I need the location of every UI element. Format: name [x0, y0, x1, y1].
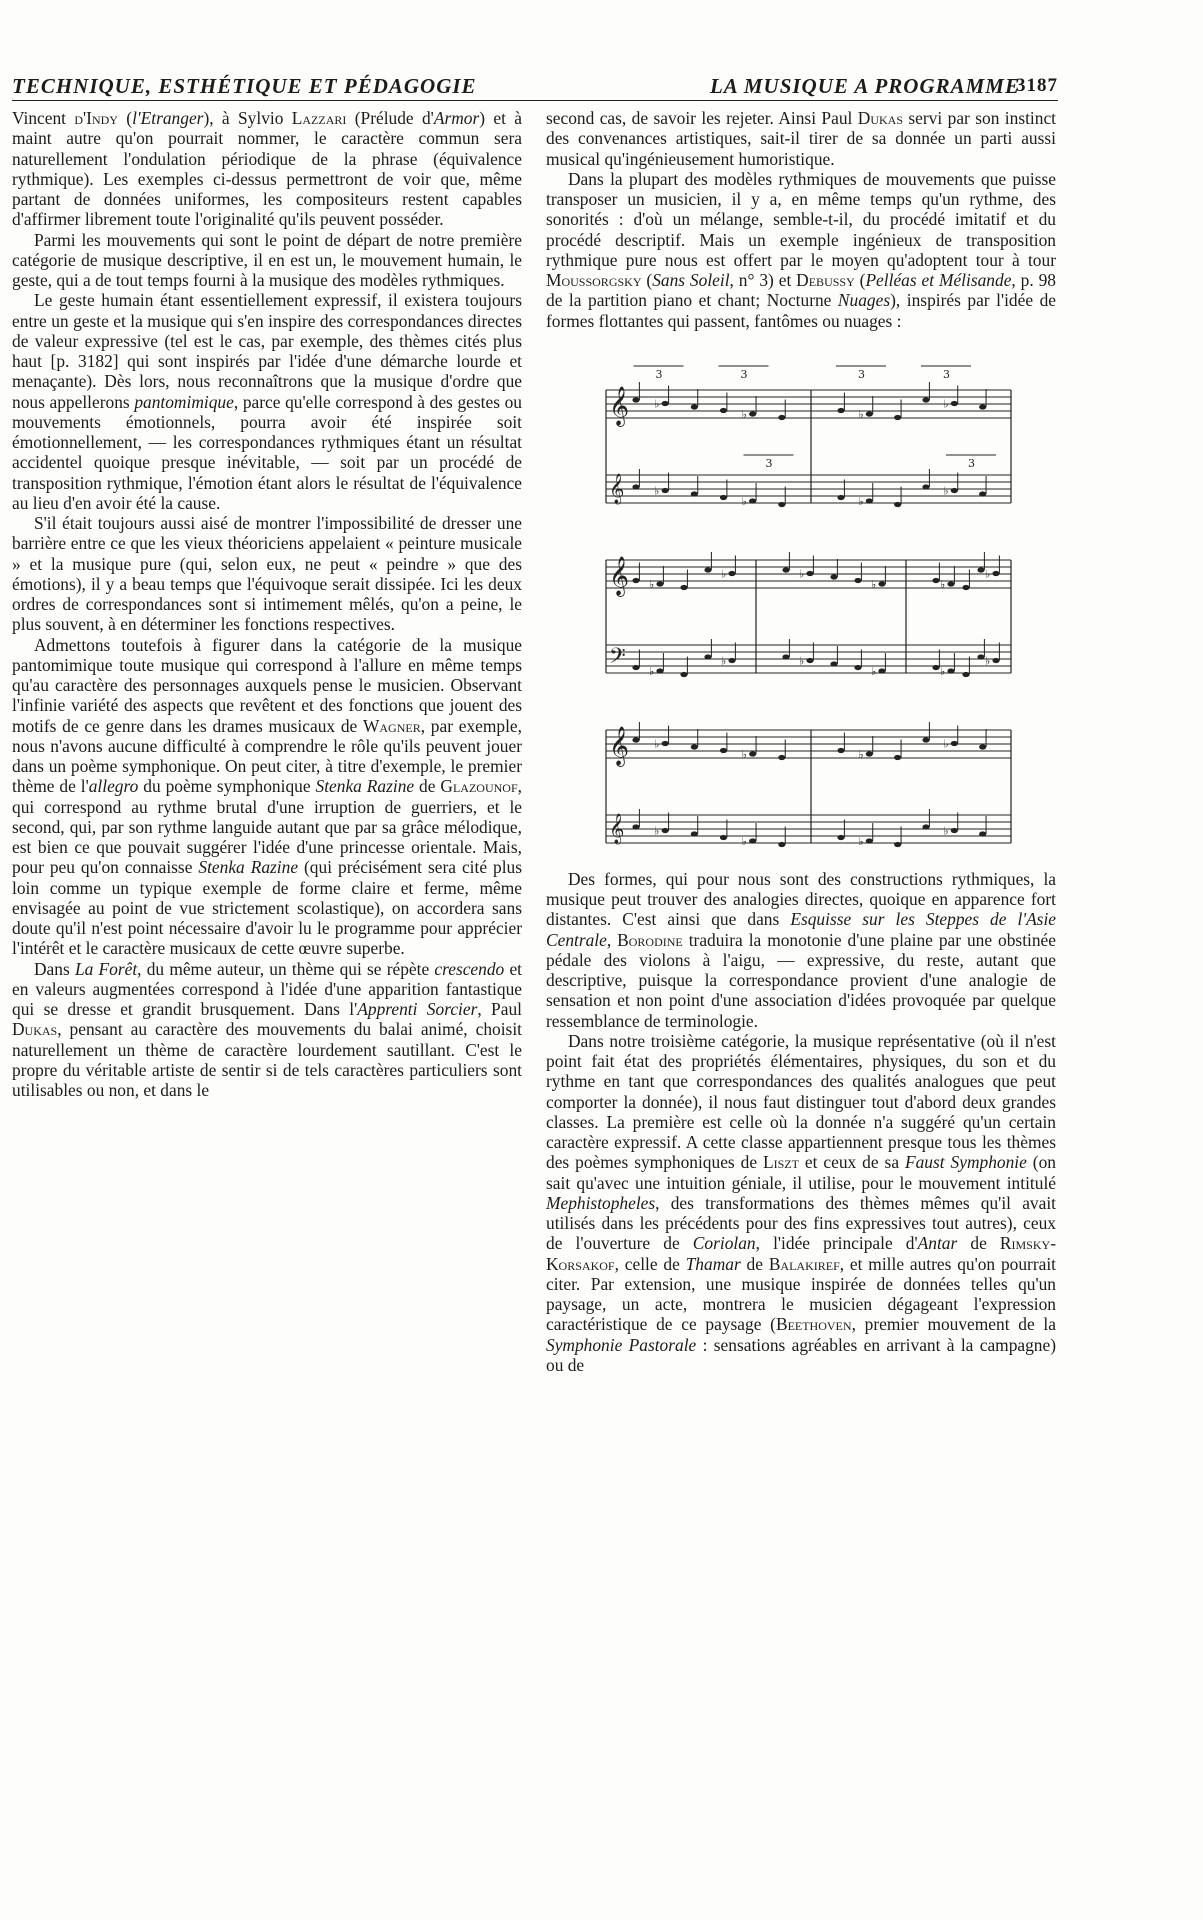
note-head	[947, 581, 954, 586]
accidental: ♭	[654, 397, 660, 411]
note-head	[662, 401, 669, 406]
note-head	[977, 654, 984, 659]
note-head	[894, 502, 901, 507]
note-head	[778, 755, 785, 760]
note-head	[662, 488, 669, 493]
note-head	[632, 578, 639, 583]
italic-term: pantomimique	[134, 391, 234, 412]
work-title: La Forêt	[74, 958, 138, 979]
note-head	[992, 658, 999, 663]
work-title: Coriolan	[692, 1233, 756, 1254]
clef: 𝄞	[609, 473, 625, 504]
note-head	[922, 397, 929, 402]
page-number: 3187	[1016, 75, 1058, 96]
note-head	[979, 491, 986, 496]
note-head	[932, 578, 939, 583]
accidental: ♭	[985, 567, 991, 581]
accidental: ♭	[858, 834, 864, 848]
accidental: ♭	[654, 484, 660, 498]
note-head	[878, 581, 885, 586]
composer-name: Liszt	[763, 1152, 799, 1173]
work-title: Pelléas et Mélisande	[865, 270, 1012, 290]
composer-name: Beethoven	[775, 1314, 852, 1335]
note-head	[866, 751, 873, 756]
note-head	[854, 578, 861, 583]
note-head	[806, 658, 813, 663]
accidental: ♭	[943, 484, 949, 498]
note-head	[806, 571, 813, 576]
paragraph: Vincent d'Indy (l'Etranger), à Sylvio Lazzari (Prélude d'Armor) et à maint autre qu'on pourrait nommer, le caractère commun sera naturellement l'ondulation périodique de la phrase (équivalence rythmique). Les exemples ci-dessus permettront de voir que, même partant de données uniformes, les compositeurs restent capables d'affirmer librement toute l'originalité qu'ils peuvent posséder.	[12, 108, 522, 230]
note-head	[680, 672, 687, 677]
note-head	[720, 748, 727, 753]
note-head	[691, 491, 698, 496]
note-head	[680, 585, 687, 590]
tuplet-number: 3	[968, 456, 975, 470]
work-title: Symphonie Pastorale	[546, 1334, 697, 1355]
note-head	[951, 488, 958, 493]
accidental: ♭	[871, 577, 877, 591]
note-head	[979, 404, 986, 409]
work-title: Esquisse sur les Steppes de l'Asie Centrale	[546, 909, 1057, 950]
accidental: ♭	[721, 567, 727, 581]
work-title: Nuages	[837, 290, 891, 311]
accidental: ♭	[654, 824, 660, 838]
italic-term: crescendo	[434, 958, 505, 979]
note-head	[749, 498, 756, 503]
paragraph: Le geste humain étant essentiellement expressif, il existera toujours entre un geste et la musique qui s'en inspire des correspondances directes de valeur expressive (tel est le cas, par exemple, des thèmes cités plus haut [p. 3182] qui sont inspirés par l'idée d'une démarche lourde et menaçante). Dès lors, nous reconnaîtrons que la musique d'ordre que nous appellerons pantomimique, parce qu'elle correspond à des gestes ou mouvements émotionnels, pourra avoir été inspirée soit émotionnellement, — les correspondances rythmiques étant un résultat accidentel quoique presque inévitable, — soit par un procédé de transposition rythmique, l'émotion étant alors le résultat de l'équivalence au lieu d'en avoir été la cause.	[12, 290, 522, 513]
treble-clef: 𝄞	[609, 725, 630, 766]
work-title: Thamar	[685, 1253, 741, 1274]
note-head	[632, 484, 639, 489]
paragraph: S'il était toujours aussi aisé de montrer l'impossibilité de dresser une barrière entre ce que les vieux théoriciens appelaient « peinture musicale » et la musique pure (qui, selon eux, ne peut « peindre » que des émotions), il y a beau temps que l'équivoque serait dissipée. Ici les deux ordres de correspondances sont si intimement mêlés, qu'on a peine, le plus souvent, à en déterminer les fonctions respectives.	[12, 513, 522, 635]
accidental: ♭	[943, 397, 949, 411]
note-head	[922, 737, 929, 742]
treble-clef: 𝄞	[609, 555, 630, 596]
note-head	[662, 828, 669, 833]
note-head	[866, 411, 873, 416]
clef: 𝄞	[609, 813, 625, 844]
note-head	[728, 658, 735, 663]
note-head	[837, 495, 844, 500]
composer-name: Rimsky-Korsakof	[546, 1233, 1056, 1274]
note-head	[951, 741, 958, 746]
note-head	[830, 574, 837, 579]
note-head	[979, 744, 986, 749]
accidental: ♭	[871, 664, 877, 678]
work-title: Stenka Razine	[315, 776, 415, 797]
music-example	[546, 345, 1056, 855]
work-title: Stenka Razine	[198, 857, 299, 878]
accidental: ♭	[741, 407, 747, 421]
header-article-title: LA MUSIQUE A PROGRAMME	[709, 74, 1020, 98]
right-column	[546, 108, 1056, 1375]
accidental: ♭	[741, 834, 747, 848]
note-head	[962, 585, 969, 590]
work-title: Apprenti Sorcier	[357, 999, 478, 1019]
note-head	[662, 741, 669, 746]
note-head	[878, 668, 885, 673]
note-head	[894, 415, 901, 420]
note-head	[837, 835, 844, 840]
note-head	[837, 748, 844, 753]
accidental: ♭	[943, 737, 949, 751]
tuplet-number: 3	[858, 367, 865, 381]
note-head	[951, 401, 958, 406]
accidental: ♭	[799, 567, 805, 581]
italic-term: allegro	[88, 776, 139, 797]
note-head	[778, 415, 785, 420]
composer-name: d'Indy	[74, 108, 118, 128]
accidental: ♭	[858, 494, 864, 508]
work-title: Faust Symphonie	[904, 1152, 1027, 1173]
composer-name: Wagner	[362, 715, 421, 736]
accidental: ♭	[985, 654, 991, 668]
note-head	[922, 484, 929, 489]
note-head	[962, 672, 969, 677]
accidental: ♭	[940, 664, 946, 678]
music-notation-figure	[546, 345, 1056, 855]
note-head	[632, 397, 639, 402]
note-head	[720, 495, 727, 500]
note-head	[894, 842, 901, 847]
accidental: ♭	[858, 407, 864, 421]
note-head	[854, 665, 861, 670]
paragraph: Parmi les mouvements qui sont le point de départ de notre première catégorie de musique descriptive, il en est un, le mouvement humain, le geste, qui a de tout temps fourni à la musique des modèles rythmiques.	[12, 229, 522, 290]
treble-clef: 𝄞	[609, 385, 630, 426]
note-head	[749, 838, 756, 843]
composer-name: Moussorgsky	[546, 270, 642, 290]
composer-name: Glazounof	[440, 776, 518, 797]
accidental: ♭	[741, 747, 747, 761]
composer-name: Debussy	[796, 270, 855, 290]
accidental: ♭	[649, 577, 655, 591]
running-header	[12, 74, 1058, 101]
note-head	[632, 824, 639, 829]
accidental: ♭	[741, 494, 747, 508]
paragraph: Dans La Forêt, du même auteur, un thème qui se répète crescendo et en valeurs augmentées correspond à l'idée d'une apparition fantastique qui se dresse et grandit brusquement. Dans l'Apprenti Sorcier, Paul Dukas, pensant au caractère des mouvements du balai animé, choisit naturellement un thème de caractère lourdement sautillant. C'est le propre du véritable artiste de sentir si de tels caractères particuliers sont utilisables ou non, et dans le	[12, 958, 523, 1100]
work-title: Sans Soleil	[652, 270, 730, 290]
note-head	[951, 828, 958, 833]
note-head	[992, 571, 999, 576]
accidental: ♭	[940, 577, 946, 591]
note-head	[837, 408, 844, 413]
accidental: ♭	[649, 664, 655, 678]
header-section-title: TECHNIQUE, ESTHÉTIQUE ET PÉDAGOGIE	[12, 74, 477, 98]
work-title: Mephistopheles	[546, 1192, 656, 1213]
accidental: ♭	[943, 824, 949, 838]
note-head	[656, 668, 663, 673]
tuplet-number: 3	[740, 367, 748, 381]
work-title: Antar	[917, 1233, 958, 1254]
note-head	[932, 665, 939, 670]
note-head	[894, 755, 901, 760]
accidental: ♭	[654, 737, 660, 751]
accidental: ♭	[721, 654, 727, 668]
tuplet-number: 3	[943, 367, 950, 381]
composer-name: Dukas	[12, 1019, 58, 1040]
note-head	[691, 831, 698, 836]
paragraph: second cas, de savoir les rejeter. Ainsi Paul Dukas servi par son instinct des convenances artistiques, sait-il tirer de sa donnée un parti aussi musical qu'ingénieusement humoristique.	[546, 108, 1056, 169]
paragraph: Des formes, qui pour nous sont des constructions rythmiques, la musique peut trouver des analogies directes, quoique en apparence fort distantes. C'est ainsi que dans Esquisse sur les Steppes de l'Asie Centrale, Borodine traduira la monotonie d'une plaine par une obstinée pédale des violons à l'aigu, — expressive, du reste, autant que descriptive, puisque la correspondance provient d'une analogie de sensation et non point d'une association d'idées provoquée par quelque ressemblance de terminologie.	[546, 868, 1057, 1031]
accidental: ♭	[858, 747, 864, 761]
note-head	[691, 404, 698, 409]
note-head	[632, 737, 639, 742]
note-head	[866, 498, 873, 503]
work-title: l'Etranger	[132, 108, 204, 128]
note-head	[704, 567, 711, 572]
note-head	[782, 567, 789, 572]
note-head	[979, 831, 986, 836]
clef: 𝄢	[609, 643, 626, 674]
composer-name: Borodine	[617, 929, 683, 950]
note-head	[728, 571, 735, 576]
note-head	[947, 668, 954, 673]
note-head	[632, 665, 639, 670]
left-column	[12, 108, 522, 1100]
paragraph: Admettons toutefois à figurer dans la catégorie de la musique pantomimique toute musique qui correspond à l'allure en même temps qu'au caractère des personnages auxquels pense le musicien. Observant l'infinie variété des aspects que revêtent et des fonctions que jouent des motifs de ce genre dans les drames musicaux de Wagner, par exemple, nous n'avons aucune difficulté à comprendre le rôle qu'ils peuvent jouer dans un poème symphonique. On peut citer, à titre d'exemple, le premier thème de l'allegro du poème symphonique Stenka Razine de Glazounof, qui correspond au rythme brutal d'une irruption de guerriers, et le second, qui, par son rythme languide autant que par sa grâce mélodique, est bien ce que pouvait suggérer l'idée d'une princesse orientale. Mais, pour peu qu'on connaisse Stenka Razine (qui précisément sera cité plus loin comme un typique exemple de forme claire et ferme, même envisagée au point de vue strictement scolastique), on accordera sans doute qu'il n'est point nécessaire d'avoir lu le programme pour apprécier l'intérêt et le caractère musicaux de cette œuvre superbe.	[12, 634, 522, 959]
note-head	[704, 654, 711, 659]
note-head	[778, 842, 785, 847]
paragraph: Dans la plupart des modèles rythmiques de mouvements que puisse transposer un musicien, il y a, en même temps qu'un rythme, des sonorités : d'où un mélange, semble-t-il, du procédé imitatif et du procédé descriptif. Mais un exemple ingénieux de transposition rythmique pure nous est offert par le moyen qu'adoptent tour à tour Moussorgsky (Sans Soleil, n° 3) et Debussy (Pelléas et Mélisande, p. 98 de la partition piano et chant; Nocturne Nuages), inspirés par l'idée de formes flottantes qui passent, fantômes ou nuages :	[546, 168, 1056, 331]
note-head	[749, 751, 756, 756]
composer-name: Balakiref	[768, 1253, 840, 1274]
note-head	[866, 838, 873, 843]
tuplet-number: 3	[655, 367, 663, 381]
work-title: Armor	[433, 108, 480, 128]
note-head	[720, 835, 727, 840]
note-head	[977, 567, 984, 572]
paragraph: Dans notre troisième catégorie, la musique représentative (où il n'est point fait état des propriétés élémentaires, physiques, du son et du rythme en tant que correspondances des qualités analogues que peut comporter la donnée), il nous faut distinguer tout d'abord deux grandes classes. La première est celle où la donnée n'a suggéré qu'un certain caractère expressif. A cette classe appartiennent presque tous les thèmes des poèmes symphoniques de Liszt et ceux de sa Faust Symphonie (on sait qu'avec une intuition géniale, il utilise, pour le mouvement intitulé Mephistopheles, des transformations des thèmes mêmes qu'il avait utilisés dans les précédents pour des fins expressives tout autres), ceux de l'ouverture de Coriolan, l'idée principale d'Antar de Rimsky-Korsakof, celle de Thamar de Balakiref, et mille autres qu'on pourrait citer. Par extension, une musique inspirée de données telles qu'un paysage, un acte, montrera le musicien dégageant l'expression caractéristique de ce paysage (Beethoven, premier mouvement de la Symphonie Pastorale : sensations agréables en arrivant à la campagne) ou de	[546, 1030, 1057, 1375]
composer-name: Dukas	[857, 108, 903, 128]
composer-name: Lazzari	[291, 108, 347, 128]
note-head	[656, 581, 663, 586]
tuplet-number: 3	[765, 456, 773, 470]
note-head	[720, 408, 727, 413]
note-head	[922, 824, 929, 829]
note-head	[830, 661, 837, 666]
note-head	[691, 744, 698, 749]
accidental: ♭	[799, 654, 805, 668]
note-head	[782, 654, 789, 659]
note-head	[778, 502, 785, 507]
note-head	[749, 411, 756, 416]
